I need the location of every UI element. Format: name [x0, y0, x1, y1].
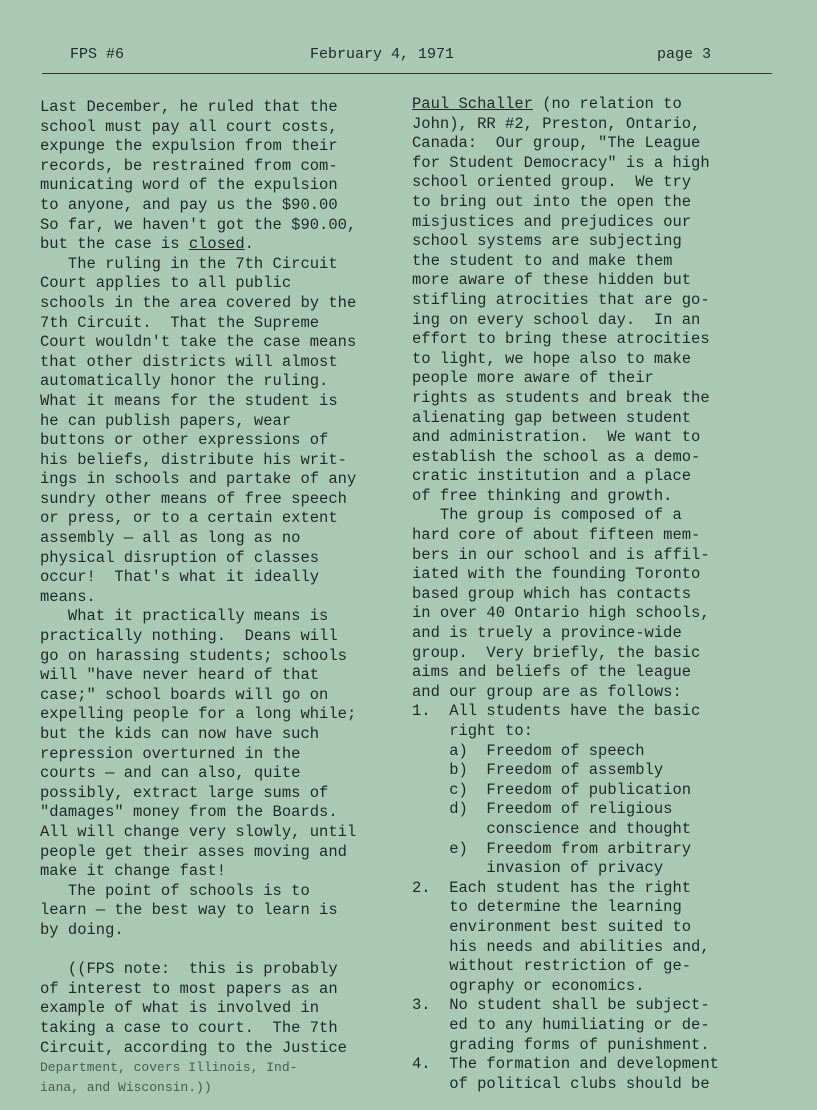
text-line: The point of schools is to — [40, 881, 310, 900]
text-line: means. — [40, 587, 96, 606]
text-line — [412, 95, 719, 115]
text-line: and is truely a province-wide — [412, 624, 682, 643]
text-line: conscience and thought — [412, 819, 692, 838]
text-line: 7th Circuit. That the Supreme — [40, 313, 320, 332]
text-line: iated with the founding Toronto — [412, 565, 701, 584]
text-line: ((FPS note: this is probably — [40, 960, 338, 979]
text-line: right to: — [412, 722, 533, 740]
text-line: bers in our school and is affil- — [412, 545, 710, 564]
text-line: people more aware of their — [412, 369, 654, 388]
text-line: will "have never heard of that — [40, 666, 320, 685]
text-line: ing on every school day. In an — [412, 310, 701, 329]
text-line: and administration. We want to — [412, 428, 701, 447]
text-line: and our group are as follows: — [412, 682, 682, 701]
text-line: but the kids can now have such — [40, 725, 320, 743]
text-line: without restriction of ge- — [412, 957, 692, 976]
text-line: d) Freedom of religious — [412, 800, 673, 819]
text-line: or press, or to a certain extent — [40, 509, 338, 528]
text-line: of interest to most papers as an — [40, 979, 338, 998]
text-line — [40, 941, 356, 961]
text-line: stifling atrocities that are go- — [412, 290, 710, 309]
issue-number: FPS #6 — [70, 46, 125, 63]
text-line: c) Freedom of publication — [412, 780, 692, 799]
text-fragment: (no relation to — [532, 95, 682, 113]
text-line: he can publish papers, wear — [40, 411, 292, 430]
text-line: municating word of the expulsion — [40, 176, 338, 195]
text-line: establish the school as a demo- — [412, 447, 701, 466]
text-line: the student to and make them — [412, 251, 673, 270]
text-line: people get their asses moving and — [40, 842, 347, 861]
text-line: repression overturned in the — [40, 744, 301, 763]
text-line: The group is composed of a — [412, 506, 682, 525]
text-line: hard core of about fifteen mem- — [412, 526, 701, 545]
text-line: cratic institution and a place — [412, 467, 692, 486]
emphasis-closed: closed — [188, 235, 245, 254]
text-line: to anyone, and pay us the $90.00 — [40, 195, 338, 214]
text-line: rights as students and break the — [412, 388, 710, 407]
text-line: based group which has contacts — [412, 584, 692, 603]
text-line: Court wouldn't take the case means — [40, 333, 357, 352]
text-line: aims and beliefs of the league — [412, 663, 692, 682]
text-line: Canada: Our group, "The League — [412, 134, 701, 153]
text-line: 3. No student shall be subject- — [412, 996, 710, 1015]
text-line: sundry other means of free speech — [40, 489, 347, 508]
text-line: schools in the area covered by the — [40, 293, 357, 312]
text-line: taking a case to court. The 7th — [40, 1018, 338, 1037]
text-line: 4. The formation and development — [412, 1055, 719, 1074]
text-line: in over 40 Ontario high schools, — [412, 604, 710, 623]
text-line: So far, we haven't got the $90.00, — [40, 215, 357, 234]
text-line: environment best suited to — [412, 917, 692, 936]
text-line: his needs and abilities and, — [412, 937, 710, 956]
text-line: grading forms of punishment. — [412, 1035, 710, 1054]
text-line: "damages" money from the Boards. — [40, 803, 338, 822]
text-line: ography or economics. — [412, 976, 645, 995]
text-line: What it means for the student is — [40, 391, 338, 410]
text-line: learn — the best way to learn is — [40, 901, 338, 920]
text-line: e) Freedom from arbitrary — [412, 839, 692, 858]
text-line: alienating gap between student — [412, 408, 692, 427]
text-line: misjustices and prejudices our — [412, 212, 692, 231]
text-line: go on harassing students; schools — [40, 646, 347, 665]
text-line: buttons or other expressions of — [40, 431, 329, 450]
right-column — [412, 95, 719, 1094]
text-line: All will change very slowly, until — [40, 822, 357, 841]
page-header — [0, 44, 817, 70]
text-line: practically nothing. Deans will — [40, 627, 338, 646]
text-line: of political clubs should be — [412, 1074, 710, 1093]
text-line: 2. Each student has the right — [412, 878, 692, 897]
text-line: Last December, he ruled that the — [40, 98, 338, 116]
author-name: Paul Schaller — [412, 95, 533, 113]
text-line: case;" school boards will go on — [40, 685, 329, 704]
text-line: school systems are subjecting — [412, 232, 682, 251]
text-line: to determine the learning — [412, 898, 682, 917]
text-line: 1. All students have the basic — [412, 702, 701, 721]
text-line: physical disruption of classes — [40, 548, 320, 567]
text-line: effort to bring these atrocities — [412, 330, 710, 349]
text-line: Department, covers Illinois, Ind- — [40, 1060, 298, 1076]
text-line: more aware of these hidden but — [412, 271, 692, 290]
text-line: ed to any humiliating or de- — [412, 1015, 710, 1034]
text-line: Circuit, according to the Justice — [40, 1038, 347, 1057]
text-line: to light, we hope also to make — [412, 349, 692, 368]
text-line: that other districts will almost — [40, 352, 338, 371]
text-line: The ruling in the 7th Circuit — [40, 254, 338, 273]
text-line: by doing. — [40, 920, 124, 939]
text-line: example of what is involved in — [40, 999, 320, 1018]
text-line: to bring out into the open the — [412, 192, 692, 211]
text-line: John), RR #2, Preston, Ontario, — [412, 114, 701, 133]
text-line: expunge the expulsion from their — [40, 137, 338, 156]
text-line: What it practically means is — [40, 607, 329, 626]
text-line: but the case is closed. — [40, 235, 254, 254]
punctuation: . — [244, 235, 254, 254]
text-line: school must pay all court costs, — [40, 117, 338, 136]
text-line: ings in schools and partake of any — [40, 470, 357, 489]
header-rule — [42, 73, 772, 74]
text-line: courts — and can also, quite — [40, 764, 301, 783]
text-line: school oriented group. We try — [412, 173, 692, 192]
text-line: group. Very briefly, the basic — [412, 643, 701, 662]
page-number: page 3 — [657, 46, 712, 63]
text-line: b) Freedom of assembly — [412, 761, 664, 780]
text-line: assembly — all as long as no — [40, 529, 301, 548]
text-line: make it change fast! — [40, 862, 227, 881]
text-line: Court applies to all public — [40, 274, 292, 293]
issue-date: February 4, 1971 — [310, 46, 455, 63]
text-line: for Student Democracy" is a high — [412, 153, 710, 172]
text-line: iana, and Wisconsin.)) — [40, 1079, 212, 1095]
text-line: occur! That's what it ideally — [40, 568, 320, 587]
text-line: records, be restrained from com- — [40, 156, 338, 175]
text-line: automatically honor the ruling. — [40, 372, 329, 391]
text-line: his beliefs, distribute his writ- — [40, 450, 347, 469]
text-line: invasion of privacy — [412, 859, 664, 878]
text-line: expelling people for a long while; — [40, 705, 357, 724]
left-column — [40, 98, 356, 1097]
text-line: of free thinking and growth. — [412, 486, 673, 505]
text-line: possibly, extract large sums of — [40, 783, 329, 802]
text-line: a) Freedom of speech — [412, 741, 645, 760]
